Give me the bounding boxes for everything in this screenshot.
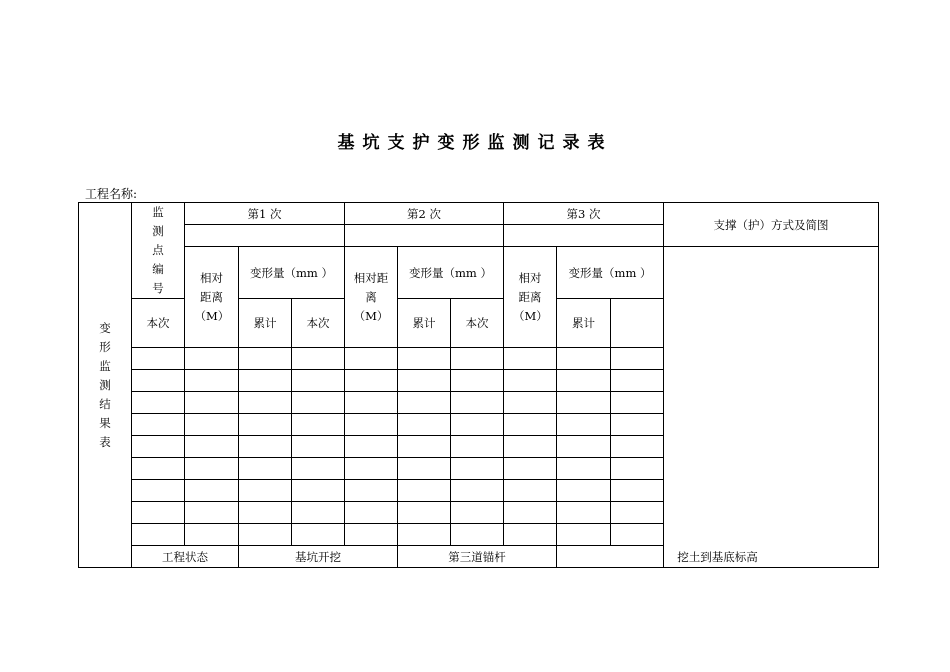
status-label: 工程状态 [132,546,239,568]
round-1-distance-header [185,247,239,348]
project-name-label: 工程名称: [85,187,138,201]
round-3-distance-label: 相对距离（M） [513,270,548,323]
round-1-cumulative: 累计 [239,299,292,348]
document-title: 基坑支护变形监测记录表 [337,133,613,153]
status-round-2: 第三道锚杆 [398,546,557,568]
round-3-cumulative: 累计 [557,299,611,348]
round-2-header: 第2 次 [345,203,504,225]
round-1-this-time: 本次 [132,299,185,348]
status-round-1: 基坑开挖 [239,546,398,568]
round-3-blank [504,225,664,247]
round-3-deform-header: 变形量（mm ） [557,247,664,299]
status-round-3: 挖土到基底标高 [557,546,879,568]
round-3-distance-header [504,247,557,348]
round-2-distance-header [345,247,398,348]
side-label: 变形监测结果表 [99,320,111,449]
round-2-distance-label: 相对距离（M） [353,270,389,323]
round-2-blank [345,225,504,247]
round-3-header: 第3 次 [504,203,664,225]
support-header: 支撑（护）方式及简图 [664,203,879,247]
monitoring-table [78,202,879,568]
round-1-header: 第1 次 [185,203,345,225]
round-2-deform-header: 变形量（mm ） [398,247,504,299]
round-2-this-time: 本次 [292,299,345,348]
round-1-blank [185,225,345,247]
round-2-cumulative: 累计 [398,299,451,348]
round-1-deform-header: 变形量（mm ） [239,247,345,299]
round-3-this-time: 本次 [451,299,504,348]
side-label-cell [79,203,132,568]
support-diagram-cell [664,247,879,568]
point-header-cell [132,203,185,299]
round-1-distance-label: 相对距离（M） [194,270,230,323]
point-header: 监测点编号 [152,205,164,295]
status-row [79,546,879,568]
